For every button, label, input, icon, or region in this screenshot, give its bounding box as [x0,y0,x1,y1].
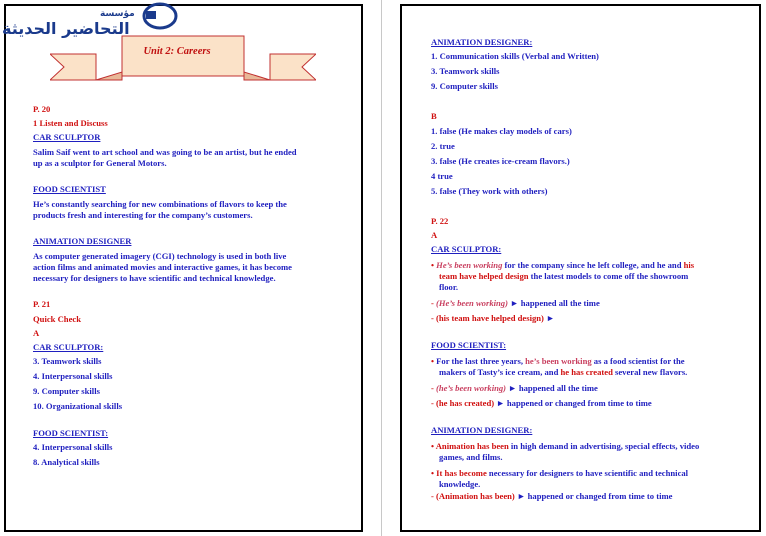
bullet-icon: • [431,356,435,366]
list-item: 1. false (He makes clay models of cars) [431,126,572,136]
list-item: • It has become necessary for designers to have scientific and technical knowledge. [431,468,689,489]
animation-designer-text-3: necessary for designers to have scientific and technical knowledge. [33,273,276,283]
section-a-label: A [33,328,40,338]
animation-designer-text-2: action films and animated movies and interactive games, it has become [33,262,292,272]
tense-note: - (He’s been working) ► happened all the time [431,298,600,308]
right-page-content [431,37,749,502]
tense-note: - (his team have helped design) ► [431,313,555,323]
car-sculptor-text-2: up as a sculptor for General Motors. [33,158,167,168]
logo-text: التحاضير الحديثة [2,19,130,38]
animation-designer-skills-heading: ANIMATION DESIGNER: [431,37,533,47]
list-item: 9. Computer skills [431,81,498,91]
list-item: 4. Interpersonal skills [33,371,113,381]
left-page-content [33,104,353,468]
list-item: 3. false (He creates ice-cream flavors.) [431,156,570,166]
bullet-icon: • [431,260,435,270]
food-scientist-text-1: He’s constantly searching for new combinations of flavors to keep the [33,199,287,209]
food-scientist-heading: FOOD SCIENTIST [33,184,106,194]
page-spine [381,0,382,536]
list-item: 10. Organizational skills [33,401,123,411]
quick-check-heading: Quick Check [33,314,81,324]
unit-title: Unit 2: Careers [143,46,211,57]
logo-subtext: مؤسسة [100,9,135,19]
animation-designer-heading: ANIMATION DESIGNER [33,236,132,246]
section-a-label: A [431,230,438,240]
animation-designer-heading: ANIMATION DESIGNER: [431,425,533,435]
food-scientist-skills-heading: FOOD SCIENTIST: [33,428,109,438]
car-sculptor-heading: CAR SCULPTOR: [431,244,502,254]
tense-note: - (he’s been working) ► happened all the time [431,383,598,393]
list-item: • For the last three years, he’s been working as a food scientist for the makers of Tasty’s ice cream, and he has created several new flavors. [431,356,688,377]
list-item: 8. Analytical skills [33,457,100,467]
list-item: 9. Computer skills [33,386,100,396]
tense-note: - (he has created) ► happened or changed from time to time [431,398,652,408]
car-sculptor-text-1: Salim Saif went to art school and was going to be an artist, but he ended [33,147,297,157]
list-item: 3. Teamwork skills [33,356,102,366]
list-item: 4 true [431,171,453,181]
listen-discuss-heading: 1 Listen and Discuss [33,118,108,128]
tense-note: - (Animation has been) ► happened or changed from time to time [431,491,673,501]
section-b-label: B [431,111,437,121]
page-number-21: P. 21 [33,299,51,309]
animation-designer-text-1: As computer generated imagery (CGI) technology is used in both live [33,251,287,261]
page-number-22: P. 22 [431,216,449,226]
car-sculptor-skills-heading: CAR SCULPTOR: [33,342,104,352]
food-scientist-text-2: products fresh and interesting for the company’s customers. [33,210,253,220]
list-item: 3. Teamwork skills [431,66,500,76]
list-item: 4. Interpersonal skills [33,442,113,452]
bullet-icon: • [431,441,435,451]
bullet-icon: • [431,468,435,478]
car-sculptor-heading: CAR SCULPTOR [33,132,101,142]
list-item: 1. Communication skills (Verbal and Written) [431,51,599,61]
food-scientist-heading: FOOD SCIENTIST: [431,340,507,350]
page-number-20: P. 20 [33,104,51,114]
list-item: 5. false (They work with others) [431,186,548,196]
list-item: • He’s been working for the company since he left college, and he and his team have helped design the latest models to come off the showroom floor. [431,260,695,292]
list-item: 2. true [431,141,455,151]
list-item: • Animation has been in high demand in advertising, special effects, video games, and films. [431,441,700,462]
